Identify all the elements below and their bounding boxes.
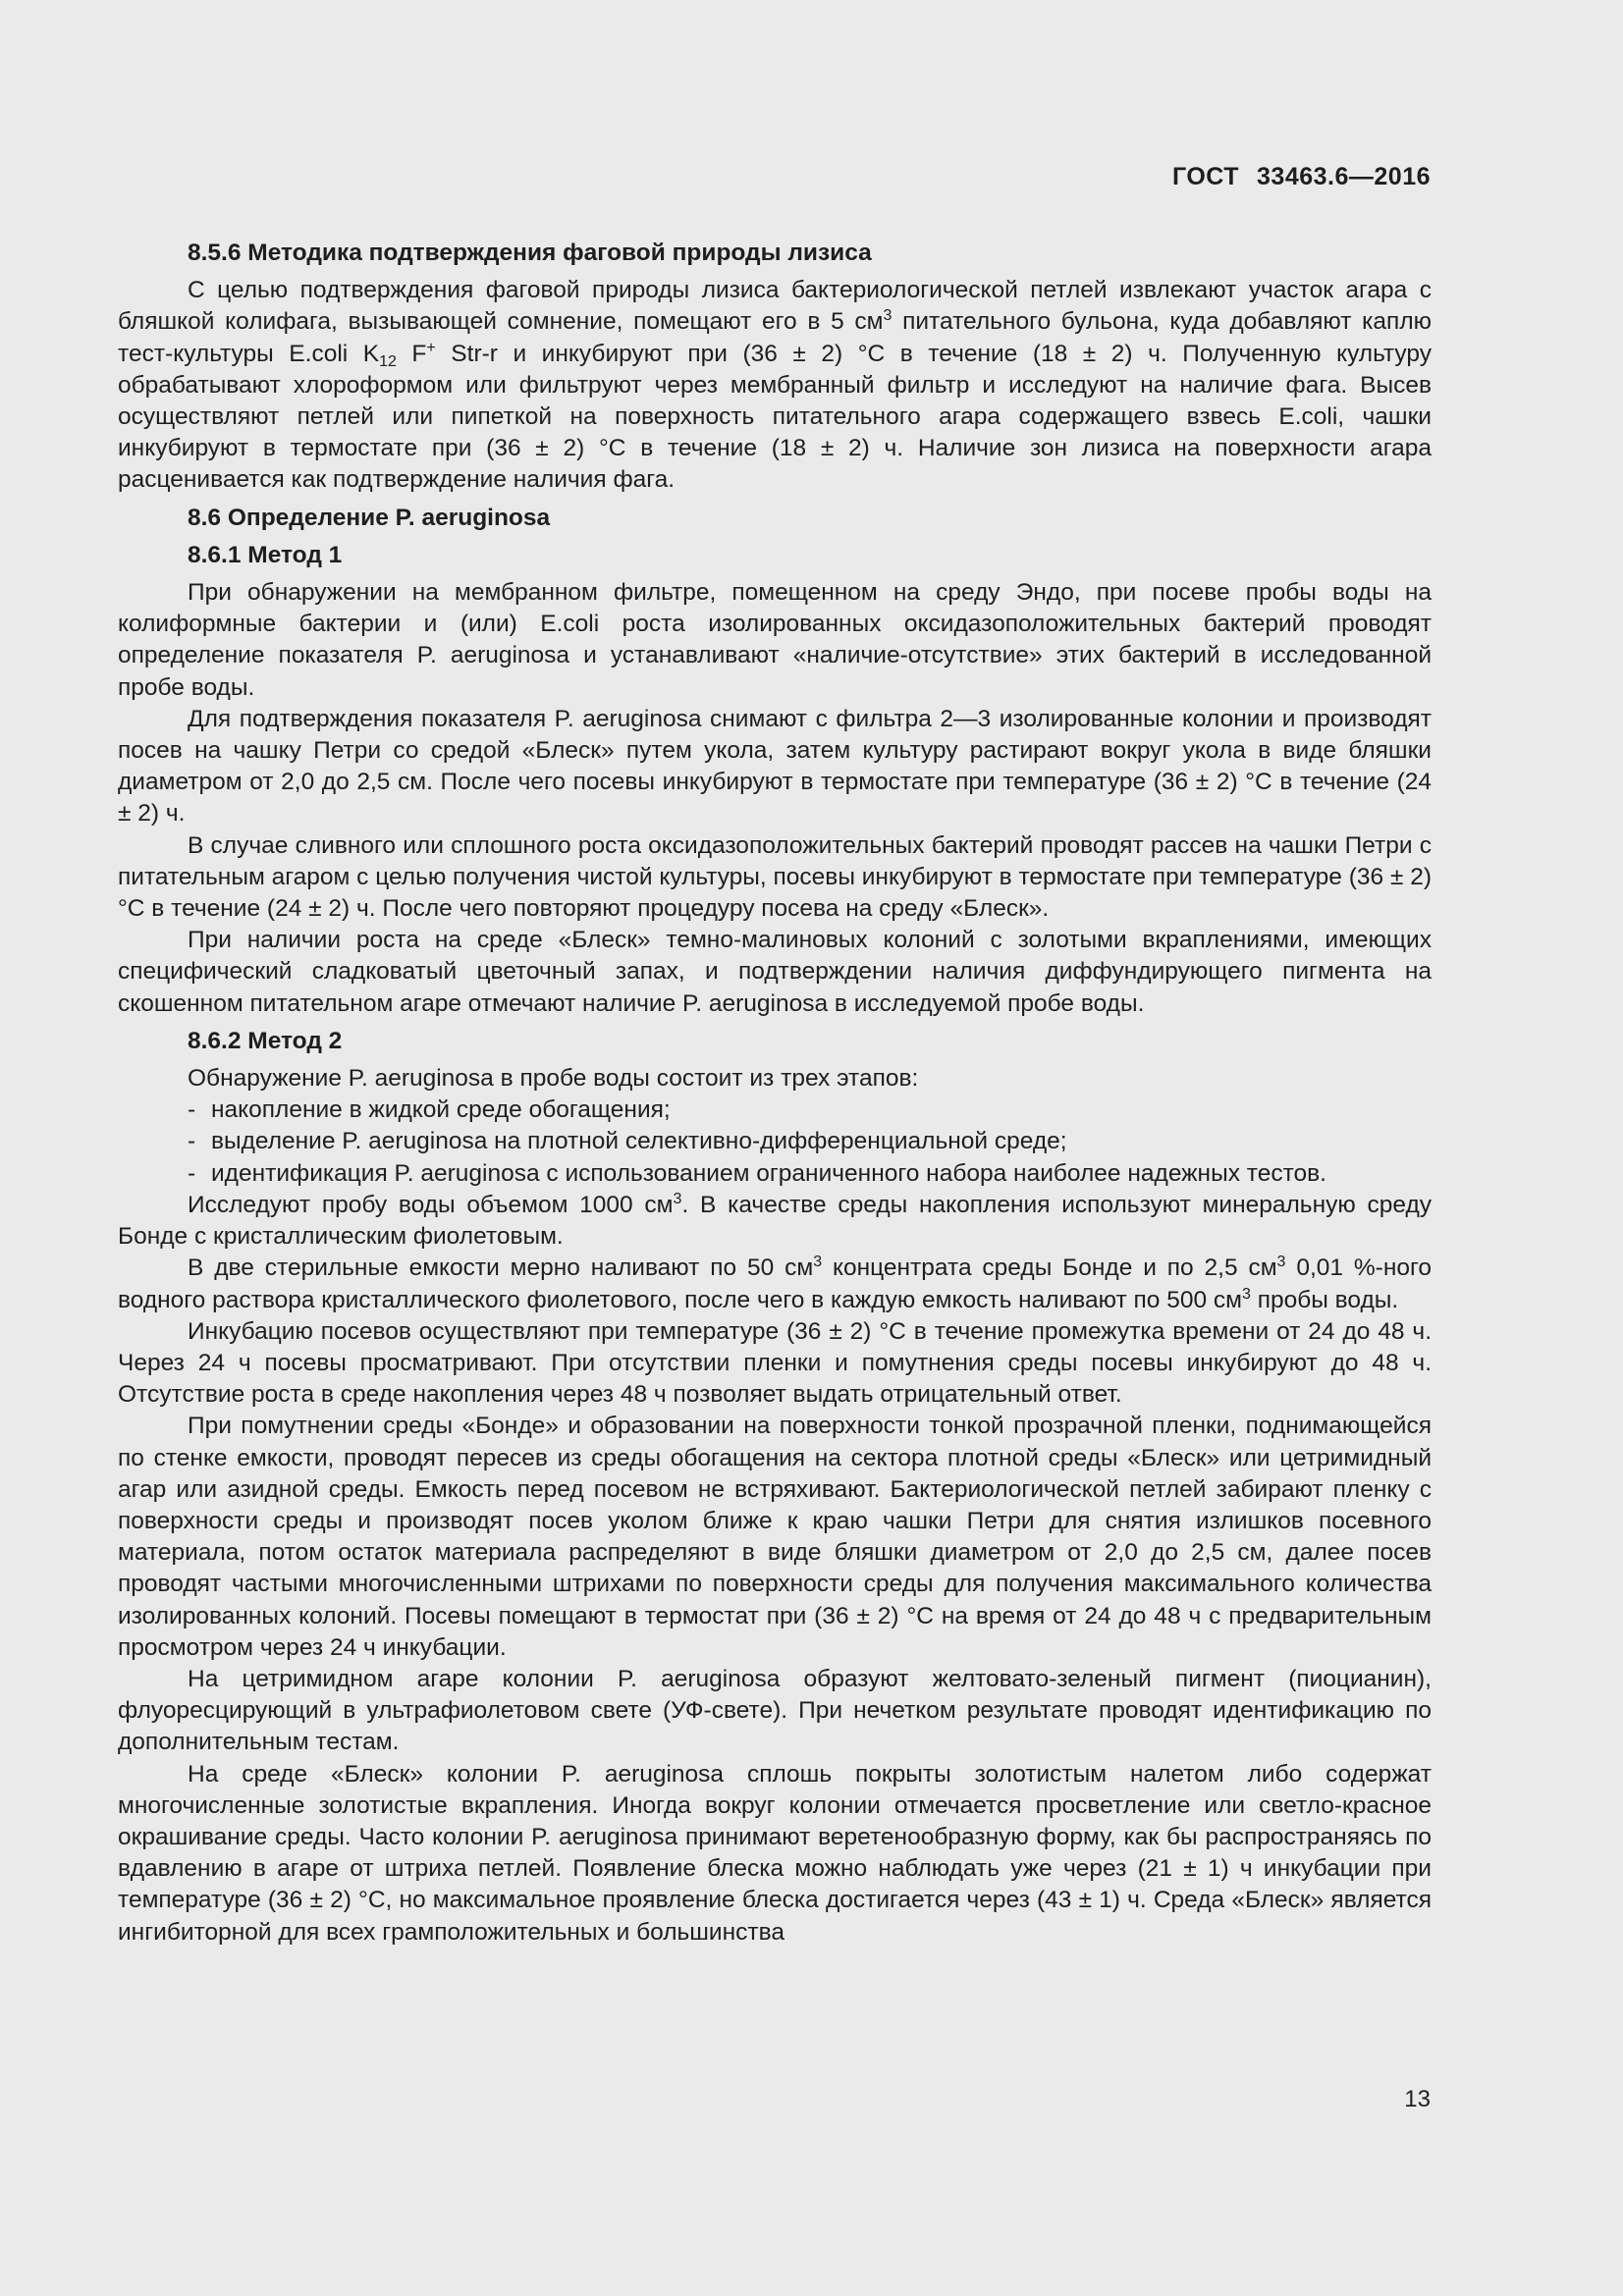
document-body [118, 232, 1432, 1949]
section-heading-8-6: 8.6 Определение P. aeruginosa [188, 504, 551, 531]
page-header [1172, 163, 1431, 191]
page-number: 13 [1404, 2086, 1431, 2112]
list-item: - накопление в жидкой среде обогащения; [188, 1096, 671, 1124]
paragraph: Исследуют пробу воды объемом 1000 $см^3$. В качестве среды накопления используют минеральную среду Бонде с кристаллическим фиолетовым. [118, 1190, 1432, 1251]
paragraph: С целью подтверждения фаговой природы лизиса бактериологической петлей извлекают участок агара с бляшкой колифага, вызывающей сомнение, помещают его в 5 $см^3$ питательного бульона, куда добавляют каплю тест-культуры E.coli $K_{12}$ F+ Str-r и инкубируют при (36 ± 2) °С в течение (18 ± 2) ч. Полученную культуру обрабатывают хлороформом или фильтруют через мембранный фильтр и исследуют на наличие фага. Высев осуществляют петлей или пипеткой на поверхность питательного агара содержащего взвесь E.coli, чашки инкубируют в термостате при (36 ± 2) °С в течение (18 ± 2) ч. Наличие зон лизиса на поверхности агара расценивается как подтверждение наличия фага. [118, 277, 1432, 494]
paragraph: Инкубацию посевов осуществляют при температуре (36 ± 2) °С в течение промежутка времени от 24 до 48 ч. Через 24 ч посевы просматривают. При отсутствии пленки и помутнения среды посевы инкубируют до 48 ч. Отсутствие роста в среде накопления через 48 ч позволяет выдать отрицательный ответ. [118, 1317, 1432, 1409]
list-item: - выделение P. aeruginosa на плотной селективно-дифференциальной среде; [188, 1128, 1067, 1155]
standard-number: 33463.6—2016 [1257, 163, 1431, 190]
paragraph: На среде «Блеск» колонии P. aeruginosa сплошь покрыты золотистым налетом либо содержат многочисленные золотистые вкрапления. Иногда вокруг колонии отмечается просветление или светло-красное окрашивание среды. Часто колонии P. aeruginosa принимают веретенообразную форму, как бы распространяясь по вдавлению в агаре от штриха петлей. Появление блеска можно наблюдать уже через (21 ± 1) ч инкубации при температуре (36 ± 2) °С, но максимальное проявление блеска достигается через (43 ± 1) ч. Среда «Блеск» является ингибиторной для всех грамположительных и большинства [118, 1760, 1432, 1946]
paragraph: При помутнении среды «Бонде» и образовании на поверхности тонкой прозрачной пленки, поднимающейся по стенке емкости, проводят пересев из среды обогащения на сектора плотной среды «Блеск» или цетримидный агар или азидной среды. Емкость перед посевом не встряхивают. Бактериологической петлей забирают пленку с поверхности среды и производят посев уколом ближе к краю чашки Петри для снятия излишков посевного материала, потом остаток материала распределяют в виде бляшки диаметром от 2,0 до 2,5 см, далее посев проводят частыми многочисленными штрихами по поверхности среды для получения максимального количества изолированных колоний. Посевы помещают в термостат при (36 ± 2) °С на время от 24 до 48 ч с предварительным просмотром через 24 ч инкубации. [118, 1413, 1432, 1661]
standard-label: ГОСТ [1172, 163, 1240, 190]
section-heading-8-5-6: 8.5.6 Методика подтверждения фаговой природы лизиса [188, 240, 872, 266]
paragraph: При наличии роста на среде «Блеск» темно-малиновых колоний с золотыми вкраплениями, имеющих специфический сладковатый цветочный запах, и подтверждении наличия диффундирующего пигмента на скошенном питательном агаре отмечают наличие P. aeruginosa в исследуемой пробе воды. [118, 927, 1432, 1017]
paragraph: В случае сливного или сплошного роста оксидазоположительных бактерий проводят рассев на чашки Петри с питательным агаром с целью получения чистой культуры, посевы инкубируют в термостате при температуре (36 ± 2) °С в течение (24 ± 2) ч. После чего повторяют процедуру посева на среду «Блеск». [118, 831, 1432, 923]
section-heading-8-6-2: 8.6.2 Метод 2 [188, 1027, 343, 1054]
section-heading-8-6-1: 8.6.1 Метод 1 [188, 541, 343, 568]
paragraph: Обнаружение P. aeruginosa в пробе воды состоит из трех этапов: [188, 1065, 919, 1093]
paragraph: В две стерильные емкости мерно наливают по 50 $см^3$ концентрата среды Бонде и по 2,5 $см^3$ 0,01 %-ного водного раствора кристаллического фиолетового, после чего в каждую емкость наливают по 500 $см^3$ пробы воды. [118, 1254, 1432, 1313]
paragraph: При обнаружении на мембранном фильтре, помещенном на среду Эндо, при посеве пробы воды на колиформные бактерии и (или) E.coli роста изолированных оксидазоположительных бактерий проводят определение показателя P. aeruginosa и устанавливают «наличие-отсутствие» этих бактерий в исследованной пробе воды. [118, 579, 1432, 701]
paragraph: На цетримидном агаре колонии P. aeruginosa образуют желтовато-зеленый пигмент (пиоцианин), флуоресцирующий в ультрафиолетовом свете (УФ-свете). При нечетком результате проводят идентификацию по дополнительным тестам. [118, 1665, 1432, 1756]
paragraph: Для подтверждения показателя P. aeruginosa снимают с фильтра 2—3 изолированные колонии и производят посев на чашку Петри со средой «Блеск» путем укола, затем культуру растирают вокруг укола в виде бляшки диаметром от 2,0 до 2,5 см. После чего посевы инкубируют в термостате при температуре (36 ± 2) °С в течение (24 ± 2) ч. [118, 705, 1432, 828]
list-item: - идентификация P. aeruginosa с использованием ограниченного набора наиболее надежных тестов. [188, 1159, 1326, 1187]
